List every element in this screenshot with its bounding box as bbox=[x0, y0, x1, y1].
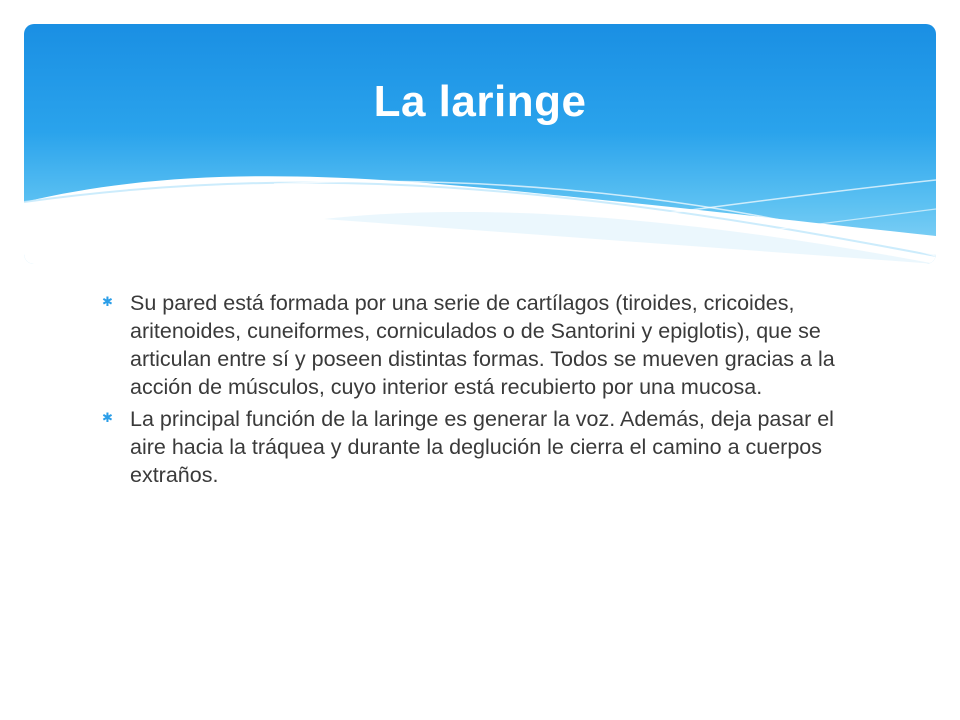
bullet-item bbox=[98, 405, 868, 489]
asterisk-icon: ✱ bbox=[102, 294, 113, 309]
asterisk-icon: ✱ bbox=[102, 410, 113, 425]
bullet-item bbox=[98, 289, 868, 401]
title-banner bbox=[24, 24, 936, 264]
bullet-list bbox=[98, 289, 868, 493]
wave-decoration bbox=[24, 24, 936, 264]
bullet-text: La principal función de la laringe es generar la voz. Además, deja pasar el aire hacia la tráquea y durante la deglución le cierra el camino a cuerpos extraños. bbox=[130, 407, 834, 487]
bullet-text: Su pared está formada por una serie de cartílagos (tiroides, cricoides, aritenoides, cuneiformes, corniculados o de Santorini y epiglotis), que se articulan entre sí y poseen distintas formas. Todos se mueven gracias a la acción de músculos, cuyo interior está recubierto por una mucosa. bbox=[130, 291, 835, 399]
slide-title: La laringe bbox=[373, 77, 587, 126]
